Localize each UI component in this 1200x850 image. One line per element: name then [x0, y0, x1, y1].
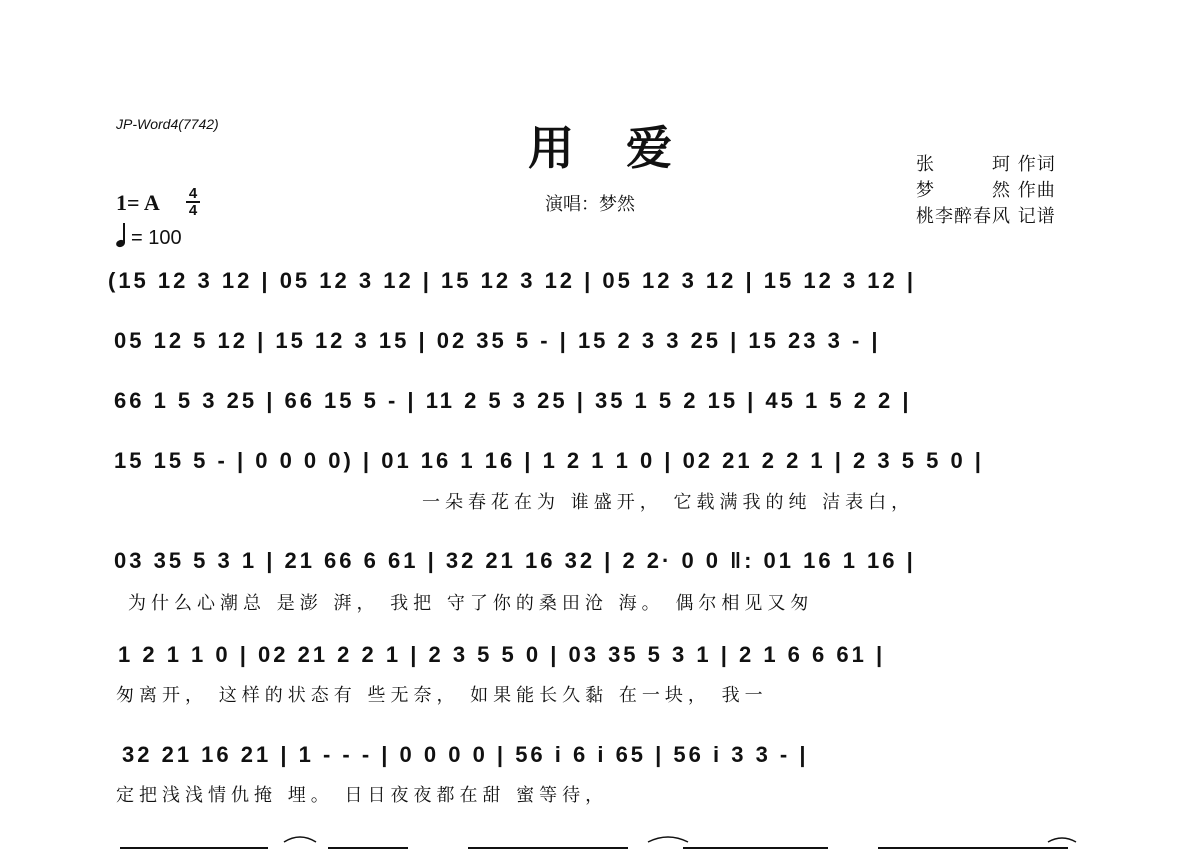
lyric-line: 一朵春花在为 谁盛开， 它载满我的纯 洁表白， [422, 492, 915, 513]
score-row-2 [108, 328, 1092, 360]
score-row-7 [108, 742, 1092, 774]
song-title: 用爱 [528, 121, 724, 175]
tempo-value: = 100 [131, 227, 182, 249]
time-signature [186, 186, 200, 218]
notation-line: 03 35 5 3 1 | 21 66 6 61 | 32 21 16 32 | 2 2· 0 0 ‖: 01 16 1 16 | [114, 548, 916, 573]
key-signature: 1= A [116, 190, 160, 215]
notation-line: 15 15 5 - | 0 0 0 0) | 01 16 1 16 | 1 2 1 1 0 | 02 21 2 2 1 | 2 3 5 5 0 | [114, 448, 984, 473]
lyric-line: 定把浅浅情仇掩 埋。 日日夜夜都在甜 蜜等待， [116, 785, 609, 806]
notation-line: 66 1 5 3 25 | 66 15 5 - | 11 2 5 3 25 | 35 1 5 2 15 | 45 1 5 2 2 | [114, 388, 912, 413]
lyric-line: 为什么心潮总 是澎 湃， 我把 守了你的桑田沧 海。 偶尔相见又匆 [128, 593, 814, 614]
lyric-line: 匆离开， 这样的状态有 些无奈， 如果能长久黏 在一块， 我一 [116, 685, 768, 706]
score-row-5 [108, 548, 1092, 580]
score-row-3 [108, 388, 1092, 420]
notation-line: 32 21 16 21 | 1 - - - | 0 0 0 0 | 56 i 6 i 65 | 56 i 3 3 - | [122, 742, 809, 767]
composer-credit: 梦 然 作曲 [916, 180, 1056, 201]
score-row-6 [108, 642, 1092, 674]
lyricist-credit: 张 珂 作词 [916, 154, 1056, 175]
next-row-fragment [108, 836, 1092, 850]
source-label: JP-Word4(7742) [116, 116, 219, 132]
notation-line: 1 2 1 1 0 | 02 21 2 2 1 | 2 3 5 5 0 | 03 35 5 3 1 | 2 1 6 6 61 | [118, 642, 886, 667]
score-row-1 [108, 268, 1092, 300]
time-sig-bottom: 4 [188, 202, 198, 219]
score-row-4 [108, 448, 1092, 480]
singer-credit: 演唱：梦然 [545, 194, 635, 215]
notation-line: 05 12 5 12 | 15 12 3 15 | 02 35 5 - | 15 2 3 3 25 | 15 23 3 - | [114, 328, 881, 353]
tempo-marking [116, 224, 182, 250]
transcriber-credit: 桃李醉春风 记谱 [916, 206, 1056, 227]
time-sig-top: 4 [188, 185, 198, 202]
notation-line: (15 12 3 12 | 05 12 3 12 | 15 12 3 12 | 05 12 3 12 | 15 12 3 12 | [108, 268, 917, 293]
